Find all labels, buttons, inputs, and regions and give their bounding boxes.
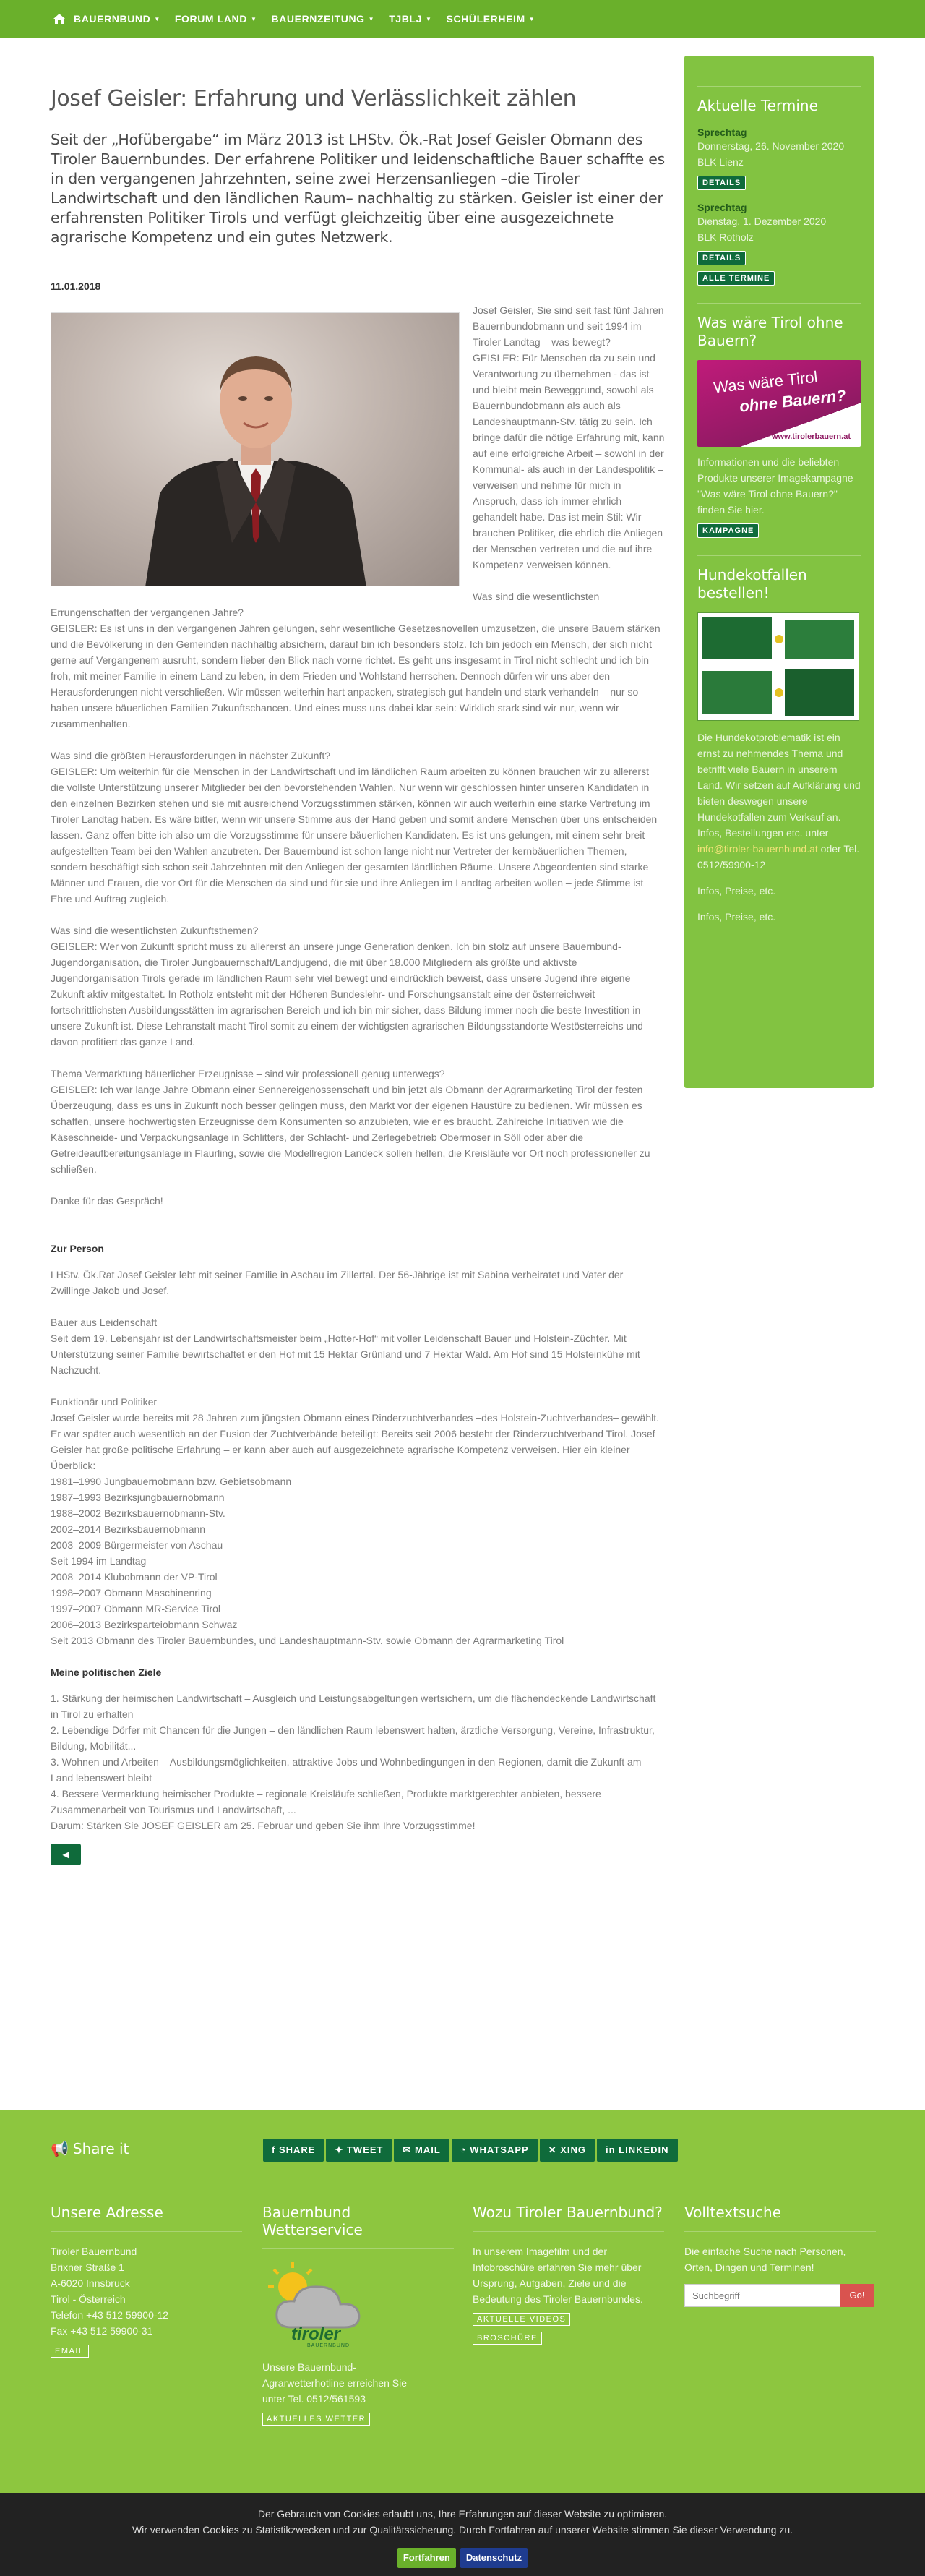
weather-text: Unsere Bauernbund-Agrarwetterhotline erreichen Sie unter Tel. 0512/561593: [262, 2361, 407, 2405]
event-place: BLK Lienz: [697, 156, 744, 168]
megaphone-icon: 📢: [51, 2140, 69, 2157]
tirol-title: Was wäre Tirol ohne Bauern?: [697, 314, 843, 349]
email-link[interactable]: info@tiroler-bauernbund.at: [697, 843, 818, 855]
caret-down-icon: ▼: [368, 15, 375, 22]
event-label: Sprechtag: [697, 202, 747, 213]
about-text: In unserem Imagefilm und der Infobroschüre erfahren Sie mehr über Ursprung, Aufgaben, Ziele und die Bedeutung des Tiroler Bauernbundes.: [473, 2246, 643, 2305]
sidebar: [684, 56, 874, 1088]
search-text: Die einfache Suche nach Personen, Orten, Dingen und Terminen!: [684, 2246, 846, 2273]
caret-down-icon: ▼: [154, 15, 160, 22]
caret-down-icon: ▼: [425, 15, 432, 22]
all-events-button[interactable]: ALLE TERMINE: [697, 271, 775, 286]
footer-about: Wozu Tiroler Bauernbund? In unserem Imagefilm und der Infobroschüre erfahren Sie mehr über Ursprung, Aufgaben, Ziele und die Bedeutung des Tiroler Bauernbundes. AKTUELLE VIDEOS BROSCHÜRE: [473, 2204, 664, 2345]
article-body: [51, 292, 665, 1865]
share-xing-button[interactable]: ✕ XING: [540, 2139, 595, 2162]
article-paragraph: Thema Vermarktung bäuerlicher Erzeugnisse – sind wir professionell genug unterwegs? GEISLER: Ich war lange Jahre Obmann einer Sennereigenossenschaft und bin jetzt als Obmann der Agrarmarketing Tirol der festen Überzeugung, dass es uns in Zukunft noch besser gelingen muss, den Markt vor der eigenen Haustüre zu bedienen. Wir müssen es schaffen, unsere hochwertigsten Erzeugnisse dem Konsumenten so anzubieten, wie er es braucht. Zahlreiche Initiativen wie die Käseschneide- und Verpackungsanlage in Schlitters, der Schlacht- und Zerlegebetrieb Obermoser in Söll oder aber die Getreideaufbereitungsanlage in Flaurling, sowie die Modellregion Landeck sollen helfen, die Kreisläufe vor Ort noch professioneller zu schließen.: [51, 1068, 650, 1175]
info-link[interactable]: Infos, Preise, etc.: [697, 911, 776, 923]
person-paragraph: Bauer aus Leidenschaft Seit dem 19. Lebensjahr ist der Landwirtschaftsmeister beim „Hotter-Hof“ mit voller Leidenschaft Bauer und Holstein-Züchter. Mit Unterstützung seiner Familie bewirtschaftet er den Hof mit 15 Hektar Grünland und 7 Hektar Wald. Am Hof sind 15 Holsteinkühe mit Nachzucht.: [51, 1317, 640, 1376]
nav-item-tjblj[interactable]: TJBLJ ▼: [389, 13, 432, 25]
home-icon[interactable]: [53, 14, 65, 24]
share-mail-button[interactable]: ✉ MAIL: [394, 2139, 449, 2162]
footer-search: Volltextsuche Die einfache Suche nach Personen, Orten, Dingen und Terminen! Suchbegriff Go!: [684, 2204, 876, 2307]
cookie-continue-button[interactable]: Fortfahren: [397, 2548, 456, 2568]
caret-down-icon: ▼: [528, 15, 535, 22]
tirol-text: Informationen und die beliebten Produkte unserer Imagekampagne "Was wäre Tirol ohne Bauern?" finden Sie hier.: [697, 456, 853, 515]
event-date: Donnerstag, 26. November 2020: [697, 140, 845, 152]
share-facebook-button[interactable]: f SHARE: [263, 2139, 324, 2162]
footer: [0, 2110, 925, 2493]
article-paragraph: Josef Geisler, Sie sind seit fast fünf Jahren Bauernbundobmann und seit 1994 im Tiroler Landtag – was bewegt? GEISLER: Für Menschen da zu sein und Verantwortung zu übernehmen - das ist und bleibt mein Beweggrund, sowohl als Bauernbundobmann als auch als Landeshauptmann-Stv. tätig zu sein. Ich bringe dafür die nötige Erfahrung mit, kann auf eine erfolgreiche Arbeit – sowohl in der Kommunal- als auch in der Landespolitik – verweisen und nehme für mich in Anspruch, dass ich immer ehrlich gehandelt habe. Das ist mein Stil: Wir brauchen Politiker, die ehrlich die Anliegen der Menschen vertreten und die auf ihre Kompetenz verweisen können.: [473, 304, 665, 570]
portrait-photo: [51, 312, 460, 586]
cookie-banner: [0, 2493, 925, 2576]
cookie-text: Der Gebrauch von Cookies erlaubt uns, Ihre Erfahrungen auf dieser Website zu optimieren.: [257, 2508, 668, 2520]
address-text: Tiroler Bauernbund Brixner Straße 1 A-6020 Innsbruck Tirol - Österreich Telefon +43 512 59900-12 Fax +43 512 59900-31: [51, 2246, 169, 2337]
article-date: 11.01.2018: [51, 281, 101, 292]
article-title: Josef Geisler: Erfahrung und Verlässlichkeit zählen: [51, 86, 577, 111]
brochure-button[interactable]: BROSCHÜRE: [473, 2332, 542, 2345]
article-lead: Seit der „Hofübergabe“ im März 2013 ist LHStv. Ök.-Rat Josef Geisler Obmann des Tiroler Bauernbundes. Der erfahrene Politiker und leidenschaftliche Bauer schaffte es in den vergangenen Jahrzehnten, seine zwei Herzensanliegen –die Tiroler Landwirtschaft und den ländlichen Raum– nachhaltig zu stärken. Geisler ist einer der erfahrensten Politiker Tirols und verfügt gleichzeitig über eine ausgezeichnete agrarische Kompetenz und ein gutes Netzwerk.: [51, 131, 665, 246]
footer-weather: Bauernbund Wetterservice tiroler BAUERNBUND Unsere Bauernbund-Agrarwetterhotline erreichen Sie unter Tel. 0512/561593 AKTUELLES WETTER: [262, 2204, 454, 2426]
nav-item-bauernbund[interactable]: BAUERNBUND ▼: [74, 13, 160, 25]
nav-item-bauernzeitung[interactable]: BAUERNZEITUNG ▼: [271, 13, 375, 25]
article-paragraph: Was sind die wesentlichsten Errungenschaften der vergangenen Jahre? GEISLER: Es ist uns in den vergangenen Jahren gelungen, sehr wesentliche Gesetzesnovellen umzusetzen, die unsere Bauern stärken und die Bevölkerung in den Gemeinden nachhaltig absichern, darauf bin ich besonders stolz. Ich bin jedoch ein Mensch, der sich nicht gerne auf Vergangenem ausruht, sondern lieber den Blick nach vorne richtet. Es geht uns insgesamt in Tirol nicht schlecht und ich bin froh, mit meiner Familie in einem Land zu leben, in dem Frieden und Wohlstand herrschen. Dennoch dürfen wir uns aber den Herausforderungen nicht verschließen. Wir müssen weiterhin hart anpacken, strategisch gut handeln und stark verhandeln – nur so haben unsere bäuerlichen Familien Zukunftschancen. Und eines muss uns dabei klar sein: Wirklich stark sind wir nur, wenn wir zusammenhalten.: [51, 591, 661, 729]
nav-item-forum-land[interactable]: FORUM LAND ▼: [174, 13, 257, 25]
footer-address: Unsere Adresse Tiroler Bauernbund Brixner Straße 1 A-6020 Innsbruck Tirol - Österreich Telefon +43 512 59900-12 Fax +43 512 59900-31 EMAIL: [51, 2204, 242, 2358]
chevron-left-icon: ◀: [62, 1849, 69, 1860]
weather-button[interactable]: AKTUELLES WETTER: [262, 2413, 370, 2426]
videos-button[interactable]: AKTUELLE VIDEOS: [473, 2313, 570, 2326]
share-twitter-button[interactable]: ✦ TWEET: [326, 2139, 392, 2162]
person-paragraph: Funktionär und Politiker Josef Geisler wurde bereits mit 28 Jahren zum jüngsten Obmann eines Rinderzuchtverbandes –des Holstein-Zuchtverbandes– gewählt. Er war später auch wesentlich an der Fusion der Zuchtverbände beteiligt: Bereits seit 2006 besteht der Rinderzuchtverband Tirol. Josef Geisler hat große politische Erfahrung – er kann aber auch auf ausgezeichnete agrarische Kompetenz verweisen. Hier ein kleiner Überblick: 1981–1990 Jungbauernobmann bzw. Gebietsobmann 1987–1993 Bezirksjungbauernobmann 1988–2002 Bezirksbauernobmann-Stv. 2002–2014 Bezirksbauernobmann 2003–2009 Bürgermeister von Aschau Seit 1994 im Landtag 2008–2014 Klubobmann der VP-Tirol 1998–2007 Obmann Maschinenring 1997–2007 Obmann MR-Service Tirol 2006–2013 Bezirksparteiobmann Schwaz Seit 2013 Obmann des Tiroler Bauernbundes, und Landeshauptmann-Stv. sowie Obmann der Agrarmarketing Tirol: [51, 1396, 660, 1646]
person-heading: Zur Person: [51, 1243, 104, 1254]
search-input[interactable]: [684, 2284, 840, 2307]
email-button[interactable]: EMAIL: [51, 2345, 89, 2358]
cookie-privacy-button[interactable]: Datenschutz: [460, 2548, 528, 2568]
termine-title: Aktuelle Termine: [697, 97, 818, 114]
search-go-button[interactable]: Go!: [840, 2284, 874, 2307]
event-place: BLK Rotholz: [697, 231, 754, 243]
person-paragraph: LHStv. Ök.Rat Josef Geisler lebt mit seiner Familie in Aschau im Zillertal. Der 56-Jährige ist mit Sabina verheiratet und Vater der Zwillinge Jakob und Josef.: [51, 1269, 624, 1296]
back-button[interactable]: [51, 1844, 81, 1865]
article: [51, 38, 665, 1865]
campaign-banner[interactable]: Was wäre Tirol ohne Bauern? www.tirolerbauern.at: [697, 360, 861, 447]
article-paragraph: Was sind die größten Herausforderungen in nächster Zukunft? GEISLER: Um weiterhin für die Menschen in der Landwirtschaft und im ländlichen Raum arbeiten zu können brauchen wir zu allererst die vollste Unterstützung unserer Mitglieder bei den bevorstehenden Wahlen. Nur wenn wir geschlossen hinter unseren Kandidaten in den einzelnen Bezirken stehen und sie mit ausreichend Vorzugsstimmen stärken, können wir auch weiterhin eine starke Vertretung im Tiroler Landtag haben. Es wäre bitter, wenn wir unsere Stimme aus der Hand geben und somit andere Menschen über uns entscheiden lassen. Ganz offen bitte ich also um die Vorzugsstimme für unsere bäuerlichen Kandidaten. Es ist uns gelungen, mit einem sehr breit aufgestellten Team bei den Wahlen anzutreten. Der Bauernbund ist schon lange nicht nur Vertreter der kernbäuerlichen Themen, sondern beschäftigt sich schon seit Jahrzehnten mit den Anliegen der gesamten ländlichen Räume. Unsere Abgeordenten sind starke Männer und Frauen, die vor Ort für die Menschen da sind und für sie und ihre Anliegen im Landtag arbeiten wollen – jede Stimme ist Ehre und Auftrag zugleich.: [51, 750, 658, 904]
weather-icon: tiroler BAUERNBUND: [262, 2258, 378, 2359]
article-paragraph: Danke für das Gespräch!: [51, 1195, 163, 1207]
article-paragraph: Was sind die wesentlichsten Zukunftsthemen? GEISLER: Wer von Zukunft spricht muss zu allererst an unsere junge Generation denken. Ich bin stolz auf unsere Bauernbund-Jugendorganisation, die Tiroler Jungbauernschaft/Landjugend, die mit über 18.000 Mitgliedern als größte und aktivste Jugendorganisation Tirols gerade im ländlichen Raum sehr viel bewegt und eindrücklich beweist, dass unsere Jugend ihre eigene Zukunft aktiv mitgestaltet. In Rotholz entsteht mit der Höheren Bundeslehr- und Forschungsanstalt eine der österreichweit fortschrittlichsten Ausbildungsstätten im agrarischen Bereich und ich bin mir sicher, dass Bildung immer noch die beste Investition in unsere Zukunft ist. Diese Lehranstalt macht Tirol somit zu einem der wichtigsten agrarischen Bildungsstandorte Westösterreichs und davon profitiert das ganze Land.: [51, 925, 643, 1048]
dog-waste-flyer-image[interactable]: [697, 612, 859, 721]
goals-heading: Meine politischen Ziele: [51, 1666, 162, 1678]
main-navigation: [0, 0, 925, 38]
hund-title: Hundekotfallen bestellen!: [697, 566, 807, 602]
event-label: Sprechtag: [697, 127, 747, 138]
caret-down-icon: ▼: [250, 15, 257, 22]
share-label: 📢 Share it: [51, 2140, 129, 2157]
nav-item-schuelerheim[interactable]: SCHÜLERHEIM ▼: [446, 13, 535, 25]
cookie-text: Wir verwenden Cookies zu Statistikzwecken und zur Qualitätssicherung. Durch Fortfahren auf unserer Website stimmen Sie dieser Verwendung zu.: [132, 2524, 793, 2536]
info-link[interactable]: Infos, Preise, etc.: [697, 885, 776, 897]
event-details-button[interactable]: DETAILS: [697, 251, 746, 265]
share-whatsapp-button[interactable]: ◔ WHATSAPP: [452, 2139, 538, 2162]
event-details-button[interactable]: DETAILS: [697, 176, 746, 190]
hund-text: Die Hundekotproblematik ist ein ernst zu nehmendes Thema und betrifft viele Bauern in unserem Land. Wir setzen auf Aufklärung und bieten deswegen unsere Hundekotfallen zum Verkauf an. Infos, Bestellungen etc. unter info@tiroler-bauernbund.at oder Tel. 0512/59900-12: [697, 732, 861, 870]
goals-list: 1. Stärkung der heimischen Landwirtschaft – Ausgleich und Leistungsabgeltungen wertsichern, um die flächendeckende Landwirtschaft in Tirol zu erhalten 2. Lebendige Dörfer mit Chancen für die Jungen – den ländlichen Raum lebenswert halten, ärztliche Versorgung, Vereine, Infrastruktur, Bildung, Mobilität,.. 3. Wohnen und Arbeiten – Ausbildungsmöglichkeiten, attraktive Jobs und Wohnbedingungen in den Regionen, damit die Zukunft am Land lebenswert bleibt 4. Bessere Vermarktung heimischer Produkte – regionale Kreisläufe schließen, Produkte marktgerechter anbieten, bessere Zusammenarbeit von Tourismus und Landwirtschaft, ... Darum: Stärken Sie JOSEF GEISLER am 25. Februar und geben Sie ihm Ihre Vorzugsstimme!: [51, 1693, 656, 1831]
event-date: Dienstag, 1. Dezember 2020: [697, 215, 827, 227]
campaign-button[interactable]: KAMPAGNE: [697, 523, 759, 538]
share-linkedin-button[interactable]: in LINKEDIN: [597, 2139, 678, 2162]
